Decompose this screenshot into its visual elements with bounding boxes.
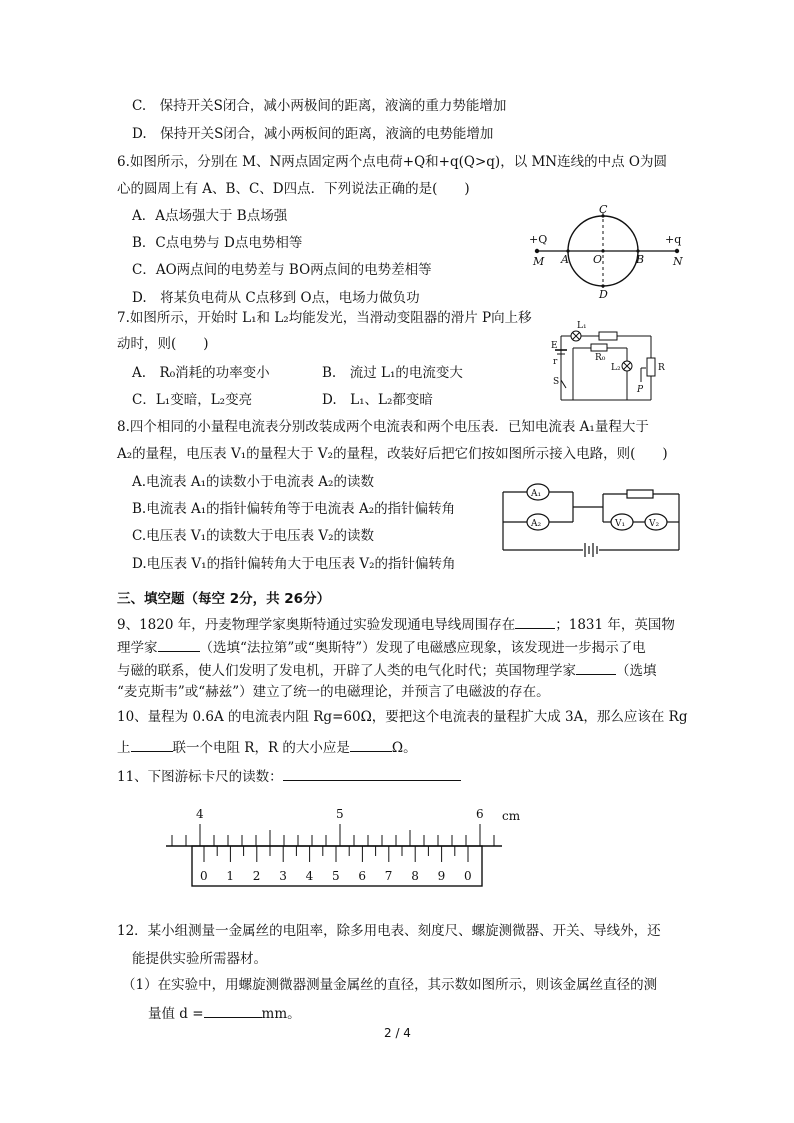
q9-line2-a: 理学家 — [117, 640, 158, 656]
q8-stem-line2: A₂的量程，电压表 V₁的量程大于 V₂的量程，改装好后把它们按如图所示接入电路，则( ) — [117, 446, 668, 462]
q8-option-b: B.电流表 A₁的指针偏转角等于电流表 A₂的指针偏转角 — [132, 501, 456, 517]
fig6-M: M — [533, 255, 545, 268]
q9-blank1[interactable] — [515, 614, 555, 629]
fig7-E: E — [551, 341, 558, 351]
q9-line4: “麦克斯韦”或“赫兹”）建立了统一的电磁理论，并预言了电磁波的存在。 — [117, 684, 550, 700]
fig8-V2: V₂ — [649, 519, 660, 529]
q7-stem-line2: 动时，则( ) — [117, 336, 209, 352]
q8-option-c: C.电压表 V₁的读数大于电压表 V₂的读数 — [132, 528, 375, 544]
q12-diameter-blank[interactable] — [204, 1003, 262, 1018]
fig7-R: R — [658, 363, 665, 373]
q8-stem-line1: 8.四个相同的小量程电流表分别改装成两个电流表和两个电压表．已知电流表 A₁量程大于 — [117, 419, 649, 435]
q6-option-a: A．A点场强大于 B点场强 — [132, 208, 288, 224]
fig7-L2: L₂ — [611, 363, 621, 373]
q9-line3-a: 与磁的联系，使人们发明了发电机，开辟了人类的电气化时代；英国物理学家 — [117, 663, 576, 679]
q9-line2-b: （选填“法拉第”或“奥斯特”）发现了电磁感应现象，该发现进一步揭示了电 — [199, 640, 646, 656]
fig7-S: S — [553, 377, 560, 387]
fig6-plus-q: +q — [665, 233, 682, 246]
q8-circuit-figure — [503, 480, 683, 565]
q5-option-c: C. 保持开关S闭合，减小两极间的距离，液滴的重力势能增加 — [132, 98, 507, 114]
q7-circuit-figure — [533, 320, 668, 410]
fig6-N: N — [673, 255, 683, 268]
q7-option-a: A. R₀消耗的功率变小 — [132, 365, 270, 381]
q11-answer-blank[interactable] — [283, 766, 461, 781]
vernier-scale-label: 7 — [384, 869, 393, 883]
vernier-scale-label: 0 — [464, 869, 472, 883]
vernier-scale-label: 1 — [226, 869, 235, 883]
q6-option-c: C．AO两点间的电势差与 BO两点间的电势差相等 — [132, 262, 432, 278]
vernier-scale-label: 0 — [200, 869, 208, 883]
q6-stem-line1: 6.如图所示，分别在 M、N两点固定两个点电荷+Q和+q(Q>q)，以 MN连线的中点 O为圆 — [117, 154, 667, 170]
fig7-R0: R₀ — [595, 353, 606, 363]
fig7-P: P — [637, 385, 644, 395]
q9-blank3[interactable] — [576, 660, 616, 675]
q10-blank1[interactable] — [131, 737, 173, 752]
q8-option-d: D.电压表 V₁的指针偏转角大于电压表 V₂的指针偏转角 — [132, 556, 456, 572]
fig6-D: D — [599, 288, 608, 301]
q12-part1-line2-a: 量值 d = — [148, 1006, 204, 1022]
q8-option-a: A.电流表 A₁的读数小于电流表 A₂的读数 — [132, 474, 374, 490]
fig8-V1: V₁ — [615, 519, 626, 529]
q6-stem-line2: 心的圆周上有 A、B、C、D四点．下列说法正确的是( ) — [117, 181, 470, 197]
q12-line1: 12．某小组测量一金属丝的电阻率，除多用电表、刻度尺、螺旋测微器、开关、导线外，还 — [117, 923, 661, 939]
q12-part1-line2 — [148, 1003, 301, 1023]
vernier-scale-label: 6 — [358, 869, 367, 883]
page-number: 2 / 4 — [384, 1026, 411, 1040]
q6-option-d: D. 将某负电荷从 C点移到 O点，电场力做负功 — [132, 290, 420, 306]
q9-line1 — [117, 614, 675, 634]
fig8-A2: A₂ — [531, 519, 542, 529]
q7-option-b: B. 流过 L₁的电流变大 — [322, 365, 463, 381]
q5-option-d: D. 保持开关S闭合，减小两板间的距离，液滴的电势能增加 — [132, 126, 494, 142]
q9-line2 — [117, 637, 646, 657]
vernier-scale-label: 4 — [305, 869, 314, 883]
main-scale-label: 4 — [196, 807, 204, 821]
fig6-B: B — [636, 253, 645, 266]
vernier-caliper-figure — [160, 800, 540, 895]
vernier-scale-label: 9 — [437, 869, 446, 883]
fig6-O: O — [593, 253, 603, 266]
q10-line1: 10、量程为 0.6A 的电流表内阻 Rg=60Ω，要把这个电流表的量程扩大成 3A，那么应该在 Rg — [117, 709, 688, 725]
fig6-plus-Q: +Q — [529, 233, 548, 246]
fig7-r: r — [553, 357, 558, 367]
main-scale-label: 5 — [336, 807, 344, 821]
q10-line2-a: 上 — [117, 740, 131, 756]
q9-blank2[interactable] — [158, 637, 200, 652]
q11-stem — [117, 766, 461, 786]
fig8-A1: A₁ — [531, 489, 542, 499]
vernier-scale-label: 2 — [252, 869, 261, 883]
fig6-A: A — [561, 253, 569, 266]
q12-line2: 能提供实验所需器材。 — [132, 951, 267, 967]
q12-part1-line2-c: mm。 — [261, 1006, 301, 1022]
q6-option-b: B．C点电势与 D点电势相等 — [132, 235, 303, 251]
vernier-scale-label: 3 — [279, 869, 287, 883]
q9-line3 — [117, 660, 657, 680]
q7-option-c: C．L₁变暗，L₂变亮 — [132, 392, 253, 408]
section3-title: 三、填空题（每空 2分，共 26分） — [117, 591, 331, 607]
fig7-L1: L₁ — [577, 321, 587, 331]
q6-circle-figure — [525, 205, 690, 300]
q9-line1-b: ；1831 年，英国物 — [555, 617, 675, 633]
q7-stem-line1: 7.如图所示，开始时 L₁和 L₂均能发光，当滑动变阻器的滑片 P向上移 — [117, 310, 532, 326]
q9-line1-a: 9、1820 年，丹麦物理学家奥斯特通过实验发现通电导线周围存在 — [117, 617, 516, 633]
fig6-C: C — [599, 203, 608, 216]
caliper-unit: cm — [502, 809, 521, 823]
q11-stem-text: 11、下图游标卡尺的读数： — [117, 769, 283, 785]
q9-line3-b: （选填 — [616, 663, 657, 679]
vernier-scale-label: 8 — [411, 869, 419, 883]
q10-line2 — [117, 737, 417, 757]
q10-line2-b: 联一个电阻 R，R 的大小应是 — [172, 740, 350, 756]
q10-blank2[interactable] — [350, 737, 392, 752]
q12-part1-line1: （1）在实验中，用螺旋测微器测量金属丝的直径，其示数如图所示，则该金属丝直径的测 — [122, 977, 658, 993]
q10-line2-c: Ω。 — [391, 740, 417, 756]
main-scale-label: 6 — [476, 807, 484, 821]
vernier-scale-label: 5 — [332, 869, 340, 883]
q7-option-d: D. L₁、L₂都变暗 — [322, 392, 433, 408]
